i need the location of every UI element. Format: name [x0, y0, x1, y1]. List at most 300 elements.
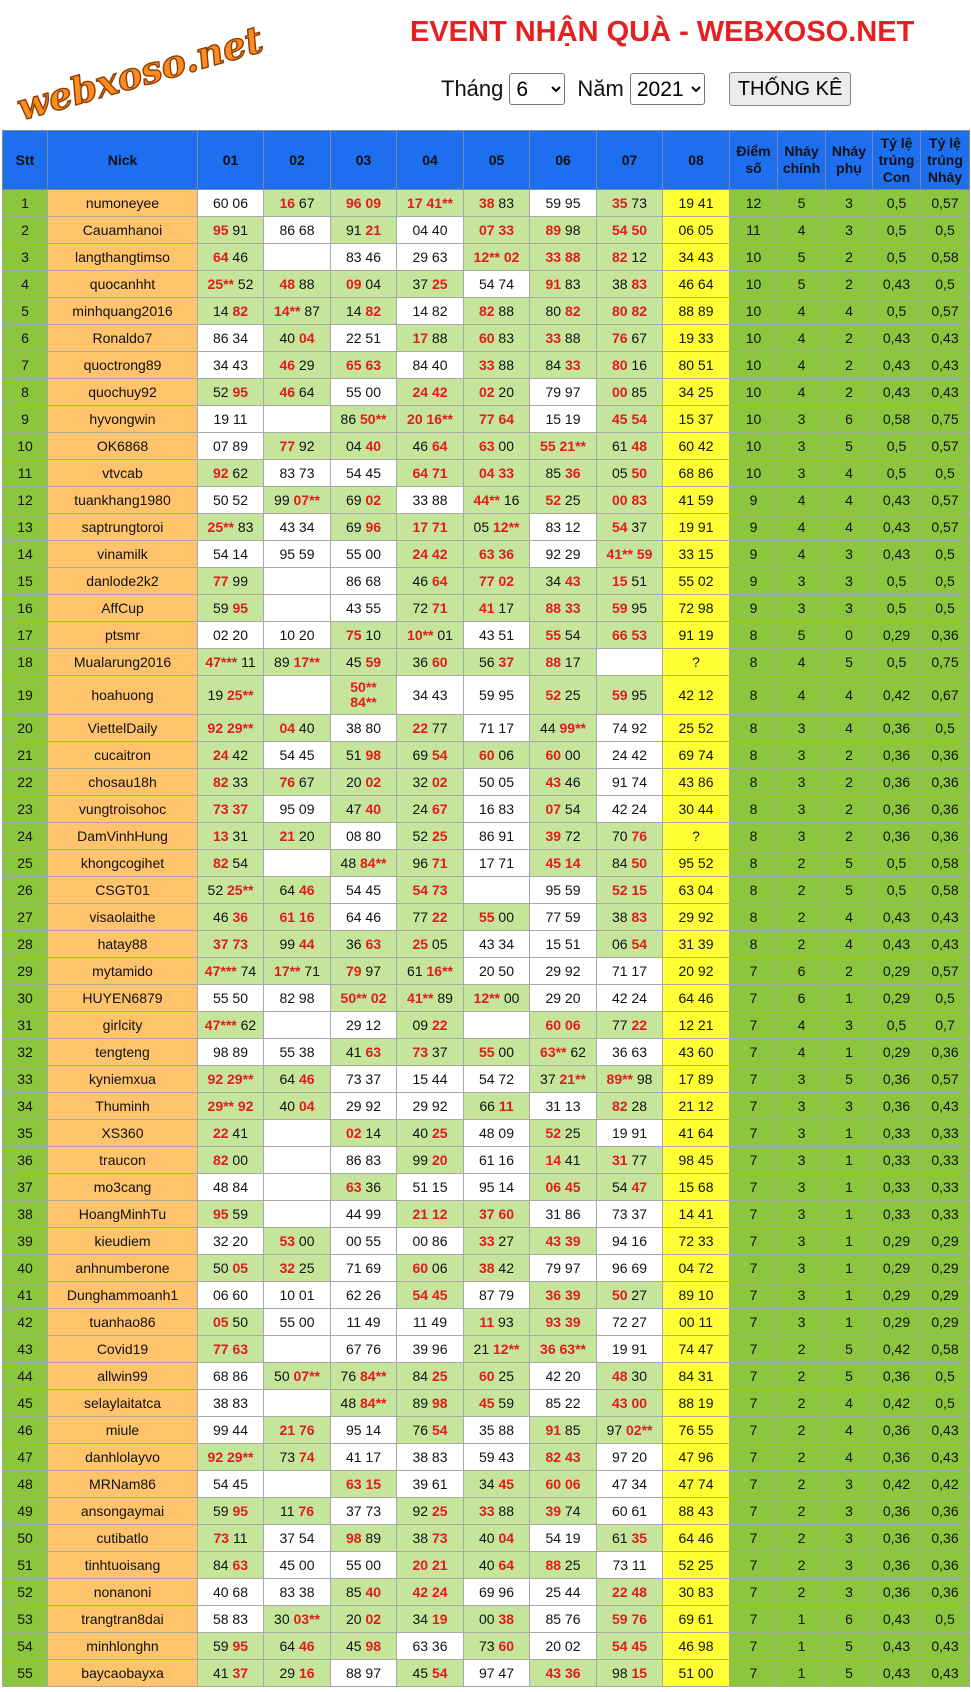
- stat-cell: 2: [826, 244, 873, 271]
- pick-cell: [198, 595, 264, 622]
- highlighted-number: 24: [431, 1584, 448, 1600]
- pick-value: 24 42: [611, 747, 648, 763]
- pick-value: [341, 990, 387, 1006]
- pick-value: 98 89: [345, 1530, 382, 1546]
- pick-cell: [464, 796, 530, 823]
- pick-cell: [198, 1120, 264, 1147]
- pick-cell: [464, 244, 530, 271]
- pick-cell: [464, 1012, 530, 1039]
- pick-value: 59 95: [212, 1638, 249, 1654]
- pick-value: [412, 882, 447, 898]
- pick-cell: [530, 796, 597, 823]
- pick-cell: [397, 796, 464, 823]
- nick-cell[interactable]: anhnumberone: [48, 1255, 198, 1282]
- highlighted-number: 43: [564, 573, 581, 589]
- nick-cell[interactable]: langthangtimso: [48, 244, 198, 271]
- nick-cell[interactable]: kieudiem: [48, 1228, 198, 1255]
- column-header: 04: [397, 131, 464, 190]
- pick-cell: [198, 985, 264, 1012]
- nick-cell[interactable]: ansongaymai: [48, 1498, 198, 1525]
- highlighted-number: 04: [478, 465, 495, 481]
- nick-cell[interactable]: vinamilk: [48, 541, 198, 568]
- stt-cell: 21: [3, 742, 48, 769]
- nick-cell[interactable]: quoctrong89: [48, 352, 198, 379]
- pick-cell: [264, 217, 331, 244]
- table-row: [3, 217, 970, 244]
- pick-value: [545, 600, 580, 616]
- stat-cell: 0,36: [873, 1066, 921, 1093]
- pick-cell: [198, 742, 264, 769]
- pick-cell: [198, 1525, 264, 1552]
- highlighted-number: 88: [545, 654, 562, 670]
- nick-cell[interactable]: Ronaldo7: [48, 325, 198, 352]
- pick-value: 20 92: [678, 963, 714, 979]
- highlighted-number: 54: [431, 1422, 448, 1438]
- pick-value: 17** 71: [274, 963, 320, 979]
- pick-value: 16 83: [478, 801, 515, 817]
- nick-cell[interactable]: tengteng: [48, 1039, 198, 1066]
- pick-cell: [597, 1336, 663, 1363]
- pick-value: 91 74: [611, 774, 648, 790]
- pick-cell: [663, 568, 730, 595]
- stats-button[interactable]: THỐNG KÊ: [729, 72, 851, 106]
- nick-cell[interactable]: minhquang2016: [48, 298, 198, 325]
- pick-value: 43 60: [678, 1044, 714, 1060]
- nick-cell[interactable]: cutibatlo: [48, 1525, 198, 1552]
- stat-cell: 8: [730, 850, 778, 877]
- pick-value: 36 60: [412, 654, 448, 670]
- pick-value: 80 51: [678, 357, 714, 373]
- pick-cell: [264, 1498, 331, 1525]
- pick-cell: [530, 649, 597, 676]
- highlighted-number: 25**: [227, 687, 254, 703]
- stt-cell: 3: [3, 244, 48, 271]
- nick-cell[interactable]: numoneyee: [48, 190, 198, 217]
- pick-value: 86 68: [345, 573, 382, 589]
- highlighted-number: 22: [431, 1017, 448, 1033]
- pick-cell: [597, 1309, 663, 1336]
- stat-cell: 0,36: [921, 1039, 970, 1066]
- pick-value: [612, 492, 647, 508]
- stat-cell: 1: [826, 1039, 873, 1066]
- pick-value: 38 83: [412, 1449, 448, 1465]
- pick-value: 60 42: [678, 438, 714, 454]
- highlighted-number: 06: [545, 1179, 562, 1195]
- pick-value: 54 19: [545, 1530, 581, 1546]
- pick-cell: [663, 1039, 730, 1066]
- stt-cell: 13: [3, 514, 48, 541]
- pick-cell: [663, 487, 730, 514]
- pick-cell: [397, 769, 464, 796]
- highlighted-number: 22: [212, 1125, 229, 1141]
- pick-value: 43 86: [678, 774, 714, 790]
- pick-value: 48 09: [478, 1125, 515, 1141]
- pick-value: 33 15: [678, 546, 714, 562]
- nick-cell[interactable]: selaylaitatca: [48, 1390, 198, 1417]
- pick-value: 40 25: [412, 1125, 448, 1141]
- pick-value: [208, 1098, 254, 1114]
- stt-cell: 2: [3, 217, 48, 244]
- stat-cell: 0,36: [873, 742, 921, 769]
- pick-value: 54 74: [478, 276, 515, 292]
- stat-cell: 3: [826, 217, 873, 244]
- highlighted-number: 59: [365, 654, 382, 670]
- highlighted-number: 13: [212, 828, 229, 844]
- stat-cell: 0,36: [921, 1498, 970, 1525]
- stat-cell: 5: [826, 877, 873, 904]
- pick-cell: [597, 1552, 663, 1579]
- pick-value: 55 00: [345, 1557, 382, 1573]
- highlighted-number: 95: [212, 222, 229, 238]
- nick-cell[interactable]: DamVinhHung: [48, 823, 198, 850]
- highlighted-number: 63: [345, 1476, 362, 1492]
- pick-cell: [397, 217, 464, 244]
- pick-cell: [530, 1552, 597, 1579]
- highlighted-number: 73: [431, 882, 448, 898]
- nick-cell[interactable]: visaolaithe: [48, 904, 198, 931]
- nick-cell[interactable]: quochuy92: [48, 379, 198, 406]
- nick-cell[interactable]: tuankhang1980: [48, 487, 198, 514]
- stat-cell: 2: [826, 742, 873, 769]
- pick-value: [479, 546, 514, 562]
- pick-cell: [464, 352, 530, 379]
- pick-value: 46 64: [412, 573, 448, 589]
- pick-cell: [597, 568, 663, 595]
- pick-cell: [464, 1255, 530, 1282]
- stat-cell: 0,5: [921, 595, 970, 622]
- highlighted-number: 53: [631, 627, 648, 643]
- nick-cell[interactable]: baycaobayxa: [48, 1660, 198, 1687]
- nick-cell[interactable]: danhlolayvo: [48, 1444, 198, 1471]
- pick-value: 38 83: [611, 276, 648, 292]
- nick-cell[interactable]: HUYEN6879: [48, 985, 198, 1012]
- pick-cell: [397, 379, 464, 406]
- pick-value: 21 12**: [473, 1341, 520, 1357]
- highlighted-number: 60: [545, 747, 562, 763]
- nick-cell[interactable]: tuanhao86: [48, 1309, 198, 1336]
- stt-cell: 49: [3, 1498, 48, 1525]
- pick-cell: [530, 1336, 597, 1363]
- highlighted-number: 37: [212, 936, 229, 952]
- nick-cell[interactable]: Cauamhanoi: [48, 217, 198, 244]
- stt-cell: 34: [3, 1093, 48, 1120]
- nick-cell[interactable]: nonanoni: [48, 1579, 198, 1606]
- highlighted-number: 63: [478, 546, 495, 562]
- stat-cell: 0,5: [873, 217, 921, 244]
- pick-value: [545, 1017, 580, 1033]
- pick-cell: [530, 958, 597, 985]
- pick-value: 86 83: [345, 1152, 382, 1168]
- pick-value: 73 11: [213, 1530, 248, 1546]
- nick-cell[interactable]: mo3cang: [48, 1174, 198, 1201]
- highlighted-number: 35: [611, 195, 628, 211]
- table-row: [3, 931, 970, 958]
- nick-cell[interactable]: khongcogihet: [48, 850, 198, 877]
- nick-cell[interactable]: AffCup: [48, 595, 198, 622]
- pick-value: 82 98: [279, 990, 315, 1006]
- nick-cell[interactable]: minhlonghn: [48, 1633, 198, 1660]
- stat-cell: 3: [778, 823, 826, 850]
- pick-value: 86 34: [212, 330, 249, 346]
- table-row: [3, 1120, 970, 1147]
- pick-value: 72 71: [412, 600, 448, 616]
- stat-cell: 3: [826, 595, 873, 622]
- stat-cell: 8: [730, 931, 778, 958]
- pick-cell: [663, 742, 730, 769]
- highlighted-number: 36: [564, 1665, 581, 1681]
- nick-cell[interactable]: Thuminh: [48, 1093, 198, 1120]
- highlighted-number: 02: [478, 384, 495, 400]
- stat-cell: 0,36: [873, 769, 921, 796]
- stat-cell: 3: [778, 1282, 826, 1309]
- stat-cell: 9: [730, 595, 778, 622]
- month-select[interactable]: [509, 73, 565, 105]
- nick-cell[interactable]: ViettelDaily: [48, 715, 198, 742]
- pick-cell: [663, 1444, 730, 1471]
- highlighted-number: 36: [564, 465, 581, 481]
- stat-cell: 2: [778, 1390, 826, 1417]
- pick-cell: [663, 1066, 730, 1093]
- pick-cell: [464, 460, 530, 487]
- highlighted-number: 40: [365, 1584, 382, 1600]
- pick-value: [350, 680, 376, 710]
- nick-cell[interactable]: ptsmr: [48, 622, 198, 649]
- highlighted-number: 33: [478, 357, 495, 373]
- pick-value: 54 45: [345, 882, 382, 898]
- pick-value: 92 62: [212, 465, 249, 481]
- pick-value: [208, 1449, 254, 1465]
- pick-value: 54 47: [611, 1179, 648, 1195]
- stat-cell: 0,57: [921, 433, 970, 460]
- nick-cell[interactable]: hatay88: [48, 931, 198, 958]
- pick-value: [545, 1665, 580, 1681]
- pick-cell: [663, 433, 730, 460]
- stat-cell: 0,5: [873, 649, 921, 676]
- stat-cell: 7: [730, 1525, 778, 1552]
- pick-cell: [663, 796, 730, 823]
- highlighted-number: 54: [412, 882, 429, 898]
- stat-cell: 0,5: [873, 433, 921, 460]
- pick-value: 95 14: [345, 1422, 382, 1438]
- pick-value: 85 40: [345, 1584, 382, 1600]
- pick-cell: [198, 568, 264, 595]
- nick-cell[interactable]: HoangMinhTu: [48, 1201, 198, 1228]
- highlighted-number: 52: [545, 687, 562, 703]
- pick-cell: [597, 958, 663, 985]
- highlighted-number: 09: [365, 195, 382, 211]
- pick-cell: [464, 1228, 530, 1255]
- pick-cell: [663, 1417, 730, 1444]
- nick-cell[interactable]: quocanhht: [48, 271, 198, 298]
- pick-value: 95 91: [212, 222, 249, 238]
- pick-cell: [464, 379, 530, 406]
- nick-cell[interactable]: Dunghammoanh1: [48, 1282, 198, 1309]
- stat-cell: 0,43: [873, 352, 921, 379]
- pick-value: 29 92: [345, 1098, 382, 1114]
- pick-cell: [331, 1201, 397, 1228]
- pick-cell: [464, 649, 530, 676]
- year-select[interactable]: [630, 73, 705, 105]
- pick-value: 52 25**: [207, 882, 254, 898]
- pick-value: 43 34: [478, 936, 515, 952]
- nick-cell[interactable]: vungtroisohoc: [48, 796, 198, 823]
- pick-value: 52 25: [545, 492, 581, 508]
- pick-cell: [397, 1525, 464, 1552]
- pick-cell: [530, 1417, 597, 1444]
- pick-cell: [663, 1147, 730, 1174]
- stat-cell: 7: [730, 1255, 778, 1282]
- nick-cell[interactable]: tinhtuoisang: [48, 1552, 198, 1579]
- highlighted-number: 41**: [407, 990, 434, 1006]
- stat-cell: 0,29: [921, 1309, 970, 1336]
- nick-cell[interactable]: mytamido: [48, 958, 198, 985]
- stat-cell: 8: [730, 742, 778, 769]
- highlighted-number: 43: [611, 1395, 628, 1411]
- table-row: [3, 958, 970, 985]
- stat-cell: 0,36: [873, 796, 921, 823]
- pick-value: 31 13: [545, 1098, 581, 1114]
- pick-cell: [597, 325, 663, 352]
- highlighted-number: 45: [431, 1287, 448, 1303]
- pick-value: 50 05: [212, 1260, 249, 1276]
- pick-value: 47*** 74: [204, 963, 257, 979]
- stat-cell: 5: [826, 850, 873, 877]
- highlighted-number: 92: [207, 1449, 224, 1465]
- nick-cell[interactable]: allwin99: [48, 1363, 198, 1390]
- pick-value: 25** 83: [207, 519, 254, 535]
- highlighted-number: 21: [412, 1206, 429, 1222]
- nick-cell[interactable]: Mualarung2016: [48, 649, 198, 676]
- pick-value: 83 73: [279, 465, 315, 481]
- pick-cell: [264, 298, 331, 325]
- stat-cell: 0,43: [921, 1444, 970, 1471]
- pick-cell: [397, 460, 464, 487]
- pick-value: 99 07**: [274, 492, 320, 508]
- pick-cell: [530, 406, 597, 433]
- stat-cell: 0,29: [873, 985, 921, 1012]
- nick-cell[interactable]: chosau18h: [48, 769, 198, 796]
- pick-value: [612, 303, 647, 319]
- highlighted-number: 64: [412, 465, 429, 481]
- pick-cell: [264, 460, 331, 487]
- highlighted-number: 37: [498, 654, 515, 670]
- pick-value: 37 21**: [540, 1071, 586, 1087]
- highlighted-number: 60: [545, 1017, 562, 1033]
- nick-cell[interactable]: danlode2k2: [48, 568, 198, 595]
- stat-cell: 5: [826, 1066, 873, 1093]
- stat-cell: 4: [778, 298, 826, 325]
- stat-cell: 0,36: [873, 1444, 921, 1471]
- stat-cell: 3: [826, 1552, 873, 1579]
- stat-cell: 0,75: [921, 649, 970, 676]
- highlighted-number: 21**: [559, 438, 586, 454]
- nick-cell[interactable]: CSGT01: [48, 877, 198, 904]
- highlighted-number: 16**: [426, 411, 453, 427]
- pick-cell: [530, 1228, 597, 1255]
- pick-cell: [530, 1174, 597, 1201]
- webxoso-logo[interactable]: [4, 6, 268, 130]
- pick-cell: [597, 796, 663, 823]
- pick-cell: [464, 622, 530, 649]
- stat-cell: 4: [826, 1444, 873, 1471]
- pick-value: 51 00: [678, 1665, 714, 1681]
- pick-value: 61 35: [611, 1530, 648, 1546]
- pick-value: 09 04: [345, 276, 382, 292]
- stat-cell: 6: [778, 985, 826, 1012]
- pick-cell: [198, 1039, 264, 1066]
- stat-cell: 4: [778, 379, 826, 406]
- stat-cell: 7: [730, 958, 778, 985]
- nick-cell[interactable]: kyniemxua: [48, 1066, 198, 1093]
- nick-cell[interactable]: MRNam86: [48, 1471, 198, 1498]
- table-row: [3, 1633, 970, 1660]
- highlighted-number: 15: [365, 1476, 382, 1492]
- results-table: [2, 130, 970, 1687]
- pick-value: 06 60: [212, 1287, 249, 1303]
- highlighted-number: 59: [611, 1611, 628, 1627]
- nick-cell[interactable]: Covid19: [48, 1336, 198, 1363]
- highlighted-number: 54: [631, 936, 648, 952]
- pick-value: 19 11: [213, 411, 248, 427]
- highlighted-number: 22: [412, 720, 429, 736]
- nick-cell[interactable]: vtvcab: [48, 460, 198, 487]
- highlighted-number: 05: [232, 1260, 249, 1276]
- highlighted-number: 82: [631, 303, 648, 319]
- highlighted-number: 96: [345, 195, 362, 211]
- nick-cell[interactable]: hoahuong: [48, 676, 198, 715]
- pick-cell: [530, 1444, 597, 1471]
- nick-cell[interactable]: hyvongwin: [48, 406, 198, 433]
- pick-cell: [464, 1552, 530, 1579]
- pick-cell: [397, 325, 464, 352]
- pick-cell: [198, 1498, 264, 1525]
- stat-cell: 6: [778, 958, 826, 985]
- pick-value: 89 98: [412, 1395, 448, 1411]
- highlighted-number: 55: [545, 627, 562, 643]
- highlighted-number: 89**: [606, 1071, 633, 1087]
- nick-cell[interactable]: cucaitron: [48, 742, 198, 769]
- nick-cell[interactable]: saptrungtoroi: [48, 514, 198, 541]
- highlighted-number: 63: [345, 1179, 362, 1195]
- nick-cell[interactable]: girlcity: [48, 1012, 198, 1039]
- stat-cell: 0,43: [873, 904, 921, 931]
- column-header: 03: [331, 131, 397, 190]
- nick-cell[interactable]: traucon: [48, 1147, 198, 1174]
- nick-cell[interactable]: miule: [48, 1417, 198, 1444]
- highlighted-number: 52: [545, 1125, 562, 1141]
- table-row: [3, 649, 970, 676]
- pick-value: 33 88: [545, 330, 581, 346]
- pick-cell: [597, 1066, 663, 1093]
- nick-cell[interactable]: XS360: [48, 1120, 198, 1147]
- pick-cell: [663, 1228, 730, 1255]
- pick-value: 39 72: [545, 828, 581, 844]
- pick-cell: [264, 1633, 331, 1660]
- pick-cell: [198, 1579, 264, 1606]
- pick-cell: [663, 514, 730, 541]
- nick-cell[interactable]: OK6868: [48, 433, 198, 460]
- pick-value: 08 80: [345, 828, 382, 844]
- highlighted-number: 73: [431, 1530, 448, 1546]
- highlighted-number: 45: [545, 855, 562, 871]
- pick-cell: [597, 1498, 663, 1525]
- stat-cell: 0,5: [873, 850, 921, 877]
- stat-cell: 8: [730, 823, 778, 850]
- logo-text: webxoso.net: [11, 17, 268, 130]
- pick-cell: [331, 1282, 397, 1309]
- pick-cell: [264, 1093, 331, 1120]
- nick-cell[interactable]: trangtran8dai: [48, 1606, 198, 1633]
